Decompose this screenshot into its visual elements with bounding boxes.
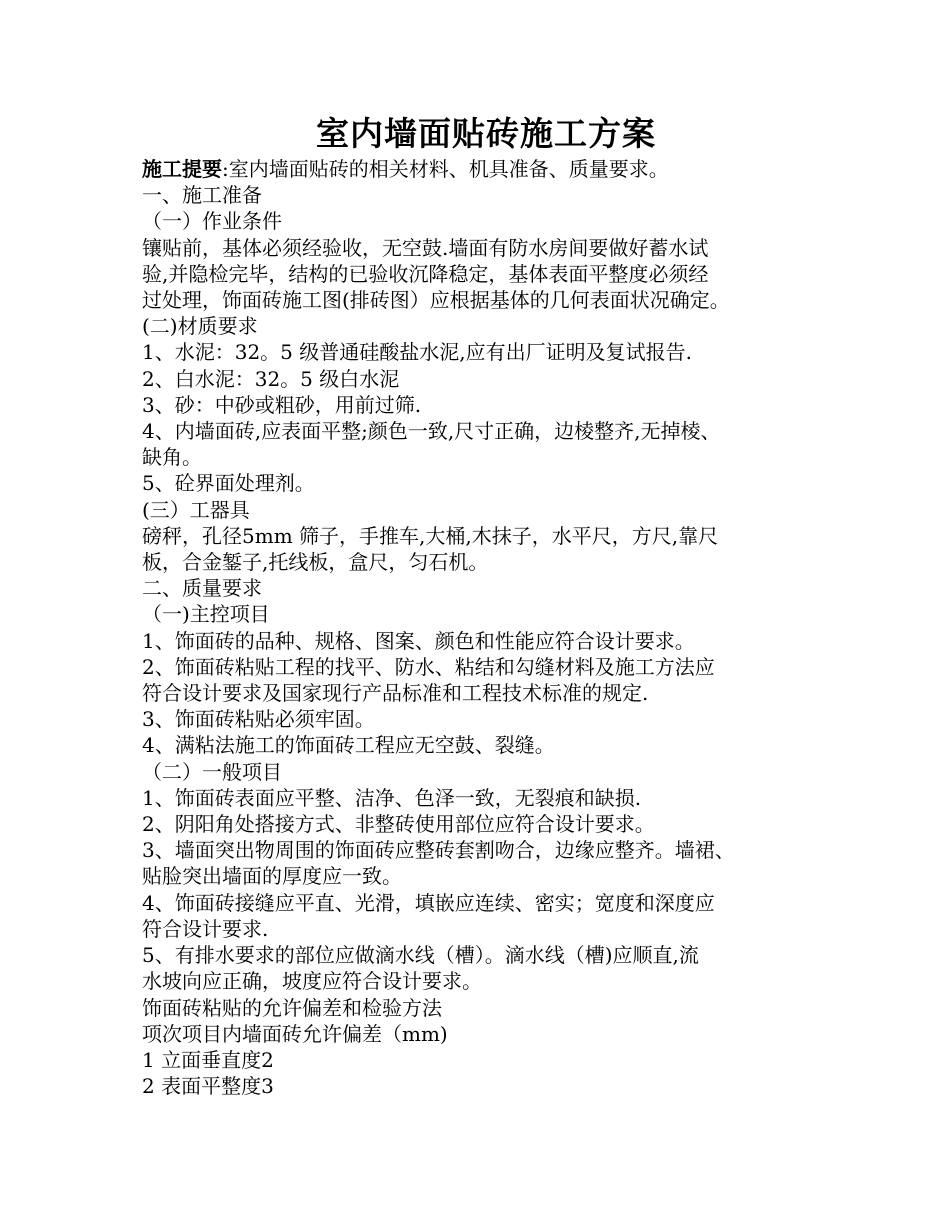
subsection-heading: (二)材质要求 [142,314,258,339]
list-item: 2、白水泥：32。5 级白水泥 [142,366,400,391]
paragraph-line: 验,并隐检完毕，结构的已验收沉降稳定，基体表面平整度必须经 [142,261,709,286]
list-item: 5、砼界面处理剂。 [142,471,315,496]
table-caption: 饰面砖粘贴的允许偏差和检验方法 [142,995,442,1020]
list-item: 2、饰面砖粘贴工程的找平、防水、粘结和勾缝材料及施工方法应 [142,654,715,679]
list-item-continuation: 水坡向应正确，坡度应符合设计要求。 [142,969,482,994]
list-item-continuation: 符合设计要求. [142,916,269,941]
summary-line [142,156,818,182]
list-item-continuation: 缺角。 [142,445,202,470]
table-header-row: 项次项目内墙面砖允许偏差（mm) [142,1021,448,1046]
list-item: 1、水泥：32。5 级普通硅酸盐水泥,应有出厂证明及复试报告. [142,340,692,365]
list-item: 1、饰面砖的品种、规格、图案、颜色和性能应符合设计要求。 [142,628,695,653]
table-row: 1 立面垂直度2 [142,1047,274,1072]
paragraph-line: 镶贴前，基体必须经验收，无空鼓.墙面有防水房间要做好蓄水试 [142,235,709,260]
summary-text: :室内墙面贴砖的相关材料、机具准备、质量要求。 [222,157,669,181]
list-item-continuation: 贴脸突出墙面的厚度应一致。 [142,864,402,889]
paragraph-line: 磅秤，孔径5mm 筛子，手推车,大桶,木抹子，水平尺，方尺,靠尺 [142,523,719,548]
section-heading: 一、施工准备 [142,183,262,208]
paragraph-line: 过处理，饰面砖施工图(排砖图）应根据基体的几何表面状况确定。 [142,288,730,313]
section-heading: 二、质量要求 [142,576,262,601]
subsection-heading: （一)主控项目 [142,602,270,627]
paragraph-line: 板，合金錾子,托线板，盒尺，匀石机。 [142,550,489,575]
list-item: 4、饰面砖接缝应平直、光滑，填嵌应连续、密实；宽度和深度应 [142,890,715,915]
list-item: 1、饰面砖表面应平整、洁净、色泽一致，无裂痕和缺损. [142,785,642,810]
list-item: 3、砂：中砂或粗砂，用前过筛. [142,392,422,417]
list-item: 4、满粘法施工的饰面砖工程应无空鼓、裂缝。 [142,733,555,758]
subsection-heading: (三）工器具 [142,497,250,522]
list-item: 2、阴阳角处搭接方式、非整砖使用部位应符合设计要求。 [142,812,655,837]
summary-label: 施工提要 [142,157,222,181]
list-item: 3、饰面砖粘贴必须牢固。 [142,707,375,732]
document-page [142,112,818,1099]
subsection-heading: （二）一般项目 [142,759,282,784]
list-item: 4、内墙面砖,应表面平整;颜色一致,尺寸正确，边棱整齐,无掉棱、 [142,419,721,444]
table-row: 2 表面平整度3 [142,1074,274,1099]
subsection-heading: （一）作业条件 [142,209,282,234]
list-item: 3、墙面突出物周围的饰面砖应整砖套割吻合，边缘应整齐。墙裙、 [142,838,735,863]
document-body [142,156,818,1099]
list-item: 5、有排水要求的部位应做滴水线（槽）。滴水线（槽)应顺直,流 [142,943,699,968]
list-item-continuation: 符合设计要求及国家现行产品标准和工程技术标准的规定. [142,681,649,706]
document-title: 室内墙面贴砖施工方案 [316,114,656,153]
